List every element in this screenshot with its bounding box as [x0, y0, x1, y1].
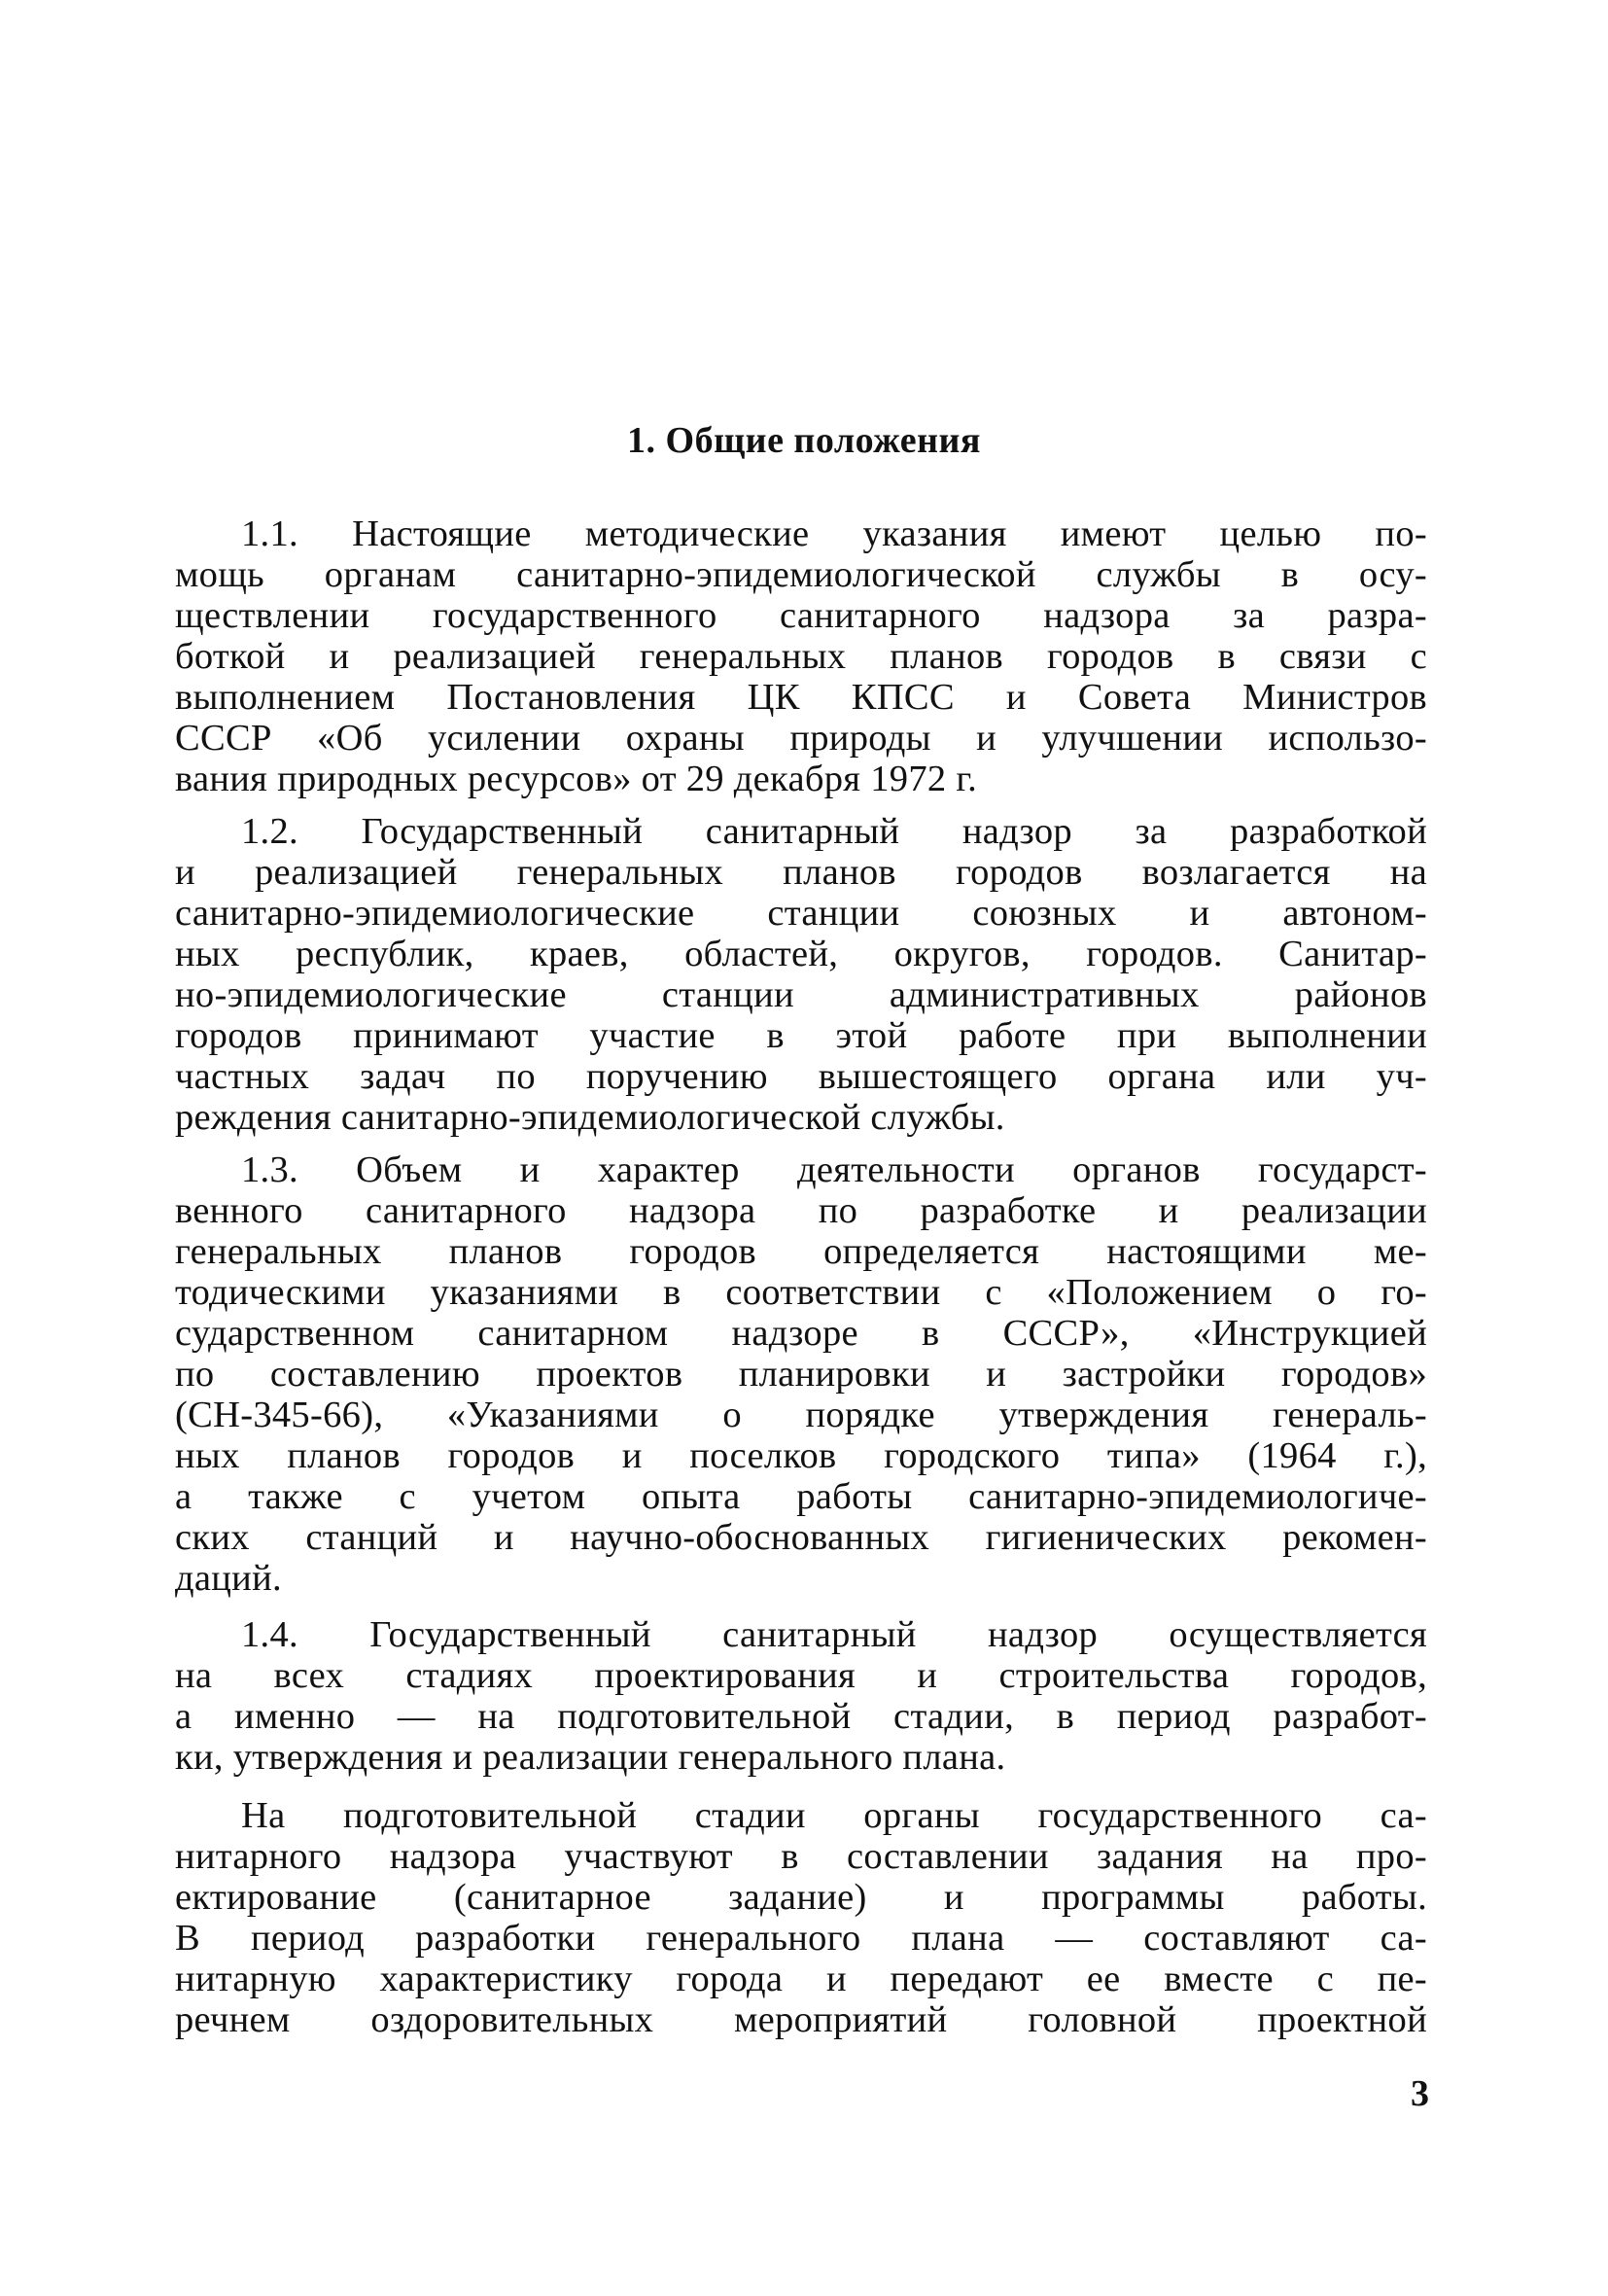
paragraph-1-3-line-1: 1.3. Объем и характер деятельности органов государст-: [241, 1149, 1427, 1190]
paragraph-1-1-line-4: боткой и реализацией генеральных планов городов в связи с: [175, 636, 1427, 677]
paragraph-1-5-line-1: На подготовительной стадии органы государственного са-: [241, 1795, 1427, 1836]
paragraph-1-3-line-6: по составлению проектов планировки и застройки городов»: [175, 1354, 1427, 1395]
paragraph-1-5-line-4: В период разработки генерального плана — составляют са-: [175, 1918, 1427, 1959]
paragraph-1-1-line-5: выполнением Постановления ЦК КПСС и Совета Министров: [175, 677, 1427, 718]
paragraph-1-3-line-2: венного санитарного надзора по разработке и реализации: [175, 1190, 1427, 1231]
paragraph-1-3-line-10: ских станций и научно-обоснованных гигиенических рекомен-: [175, 1517, 1427, 1558]
paragraph-1-3-line-11: даций.: [175, 1558, 282, 1599]
paragraph-1-3-line-7: (СН-345-66), «Указаниями о порядке утверждения генераль-: [175, 1395, 1427, 1435]
paragraph-1-5-line-2: нитарного надзора участвуют в составлении задания на про-: [175, 1836, 1427, 1877]
paragraph-1-3-line-4: тодическими указаниями в соответствии с «Положением о го-: [175, 1272, 1427, 1313]
paragraph-1-3-line-9: а также с учетом опыта работы санитарно-эпидемиологиче-: [175, 1476, 1427, 1517]
paragraph-1-2-line-6: городов принимают участие в этой работе при выполнении: [175, 1015, 1427, 1056]
paragraph-1-2-line-5: но-эпидемиологические станции административных районов: [175, 974, 1427, 1015]
paragraph-1-5-line-5: нитарную характеристику города и передают ее вместе с пе-: [175, 1959, 1427, 1999]
paragraph-1-1-line-7: вания природных ресурсов» от 29 декабря 1972 г.: [175, 759, 978, 799]
paragraph-1-5-line-6: речнем оздоровительных мероприятий головной проектной: [175, 1999, 1427, 2040]
paragraph-1-1-line-6: СССР «Об усилении охраны природы и улучшении использо-: [175, 718, 1427, 759]
paragraph-1-1-line-3: ществлении государственного санитарного надзора за разра-: [175, 595, 1427, 636]
paragraph-1-3-line-3: генеральных планов городов определяется настоящими ме-: [175, 1231, 1427, 1272]
paragraph-1-4-line-1: 1.4. Государственный санитарный надзор осуществляется: [241, 1614, 1427, 1655]
paragraph-1-1-line-1: 1.1. Настоящие методические указания имеют целью по-: [241, 513, 1427, 554]
paragraph-1-3-line-5: сударственном санитарном надзоре в СССР», «Инструкцией: [175, 1313, 1427, 1354]
paragraph-1-3-line-8: ных планов городов и поселков городского типа» (1964 г.),: [175, 1435, 1427, 1476]
paragraph-1-2-line-2: и реализацией генеральных планов городов возлагается на: [175, 852, 1427, 893]
paragraph-1-2-line-4: ных республик, краев, областей, округов, городов. Санитар-: [175, 934, 1427, 974]
paragraph-1-5-line-3: ектирование (санитарное задание) и программы работы.: [175, 1877, 1427, 1918]
paragraph-1-2-line-1: 1.2. Государственный санитарный надзор за разработкой: [241, 811, 1427, 852]
paragraph-1-4-line-3: а именно — на подготовительной стадии, в период разработ-: [175, 1696, 1427, 1737]
paragraph-1-1-line-2: мощь органам санитарно-эпидемиологической службы в осу-: [175, 554, 1427, 595]
paragraph-1-4-line-4: ки, утверждения и реализации генерального плана.: [175, 1737, 1006, 1778]
paragraph-1-2-line-7: частных задач по поручению вышестоящего органа или уч-: [175, 1056, 1427, 1097]
paragraph-1-2-line-8: реждения санитарно-эпидемиологической службы.: [175, 1097, 1005, 1138]
paragraph-1-2-line-3: санитарно-эпидемиологические станции союзных и автоном-: [175, 893, 1427, 934]
section-heading: 1. Общие положения: [627, 420, 981, 461]
paragraph-1-4-line-2: на всех стадиях проектирования и строительства городов,: [175, 1655, 1427, 1696]
page-number: 3: [1411, 2073, 1429, 2114]
